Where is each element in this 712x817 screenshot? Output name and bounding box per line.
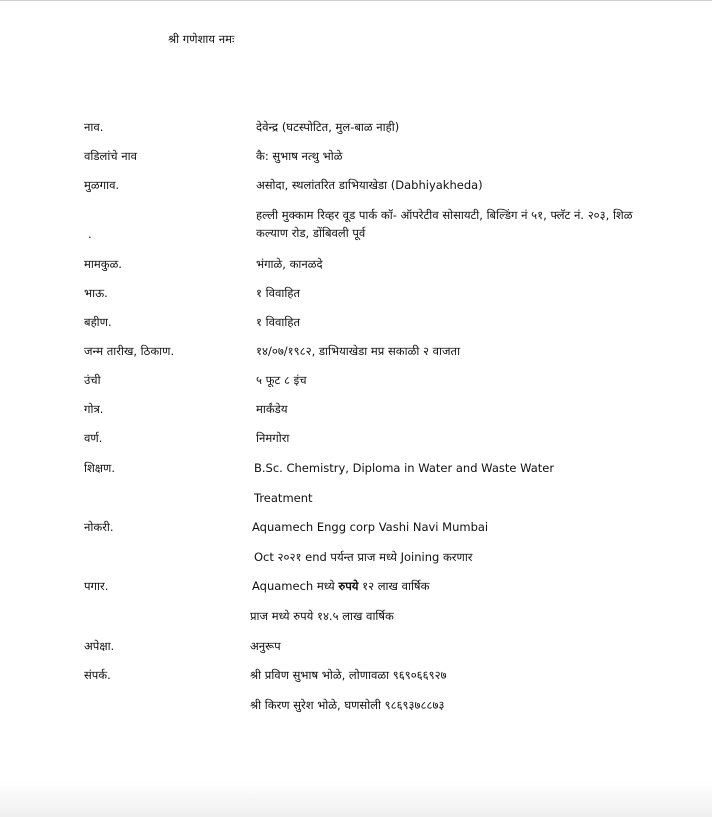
- document-header: श्री गणेशाय नमः: [168, 32, 235, 46]
- value-contact-line1: श्री प्रविण सुभाष भोळे, लोणावळा ९६९०६६९२७: [250, 668, 447, 682]
- value-height: ५ फूट ८ इंच: [256, 373, 307, 387]
- label-expectation: अपेक्षा.: [84, 639, 115, 653]
- value-mamkul: भंगाळे, कानळदे: [256, 257, 323, 271]
- salary-line1-prefix: Aquamech मध्ये: [252, 579, 339, 593]
- value-education-line1: B.Sc. Chemistry, Diploma in Water and Waste Water: [254, 461, 555, 475]
- value-native-place: असोदा, स्थलांतरित डाभियाखेडा (Dabhiyakheda): [256, 178, 483, 192]
- label-job: नोकरी.: [84, 520, 114, 534]
- label-sister: बहीण.: [84, 315, 112, 329]
- label-native-place: मुळगाव.: [84, 178, 120, 192]
- label-father: वडिलांचे नाव: [84, 149, 138, 163]
- value-name: देवेन्द्र (घटस्पोटित, मुल-बाळ नाही): [256, 120, 400, 134]
- value-job-line2: Oct २०२१ end पर्यन्त प्राज मध्ये Joining करणार: [254, 550, 473, 564]
- value-gotra: मार्कंडेय: [256, 402, 288, 416]
- salary-line1-bold: रुपये: [338, 579, 359, 593]
- value-contact-line2: श्री किरण सुरेश भोळे, घणसोली ९८६९३७८८७३: [250, 698, 445, 712]
- label-birth: जन्म तारीख, ठिकाण.: [84, 344, 175, 358]
- label-complexion: वर्ण.: [84, 431, 103, 445]
- label-name: नाव.: [84, 120, 104, 134]
- label-salary: पगार.: [84, 579, 109, 593]
- value-salary-line1: [252, 577, 429, 595]
- page-bottom-shadow: [0, 781, 712, 817]
- label-mamkul: मामकुळ.: [84, 257, 122, 271]
- value-education-line2: Treatment: [254, 491, 313, 505]
- value-father: कै: सुभाष नत्थु भोळे: [256, 149, 343, 163]
- value-complexion: निमगोरा: [256, 431, 290, 445]
- label-education: शिक्षण.: [84, 461, 116, 475]
- label-contact: संपर्क.: [84, 668, 111, 682]
- value-residence: हल्ली मुक्काम रिव्हर वूड पार्क कॉ- ऑपरेटीव सोसायटी, बिल्डिंग नं ५१, फ्लॅट नं. २०३, शिळ कल्याण रोड, डोंबिवली पूर्व: [256, 208, 633, 240]
- value-sister: १ विवाहित: [256, 315, 301, 329]
- label-residence: .: [88, 227, 92, 241]
- value-job-line1: Aquamech Engg corp Vashi Navi Mumbai: [252, 520, 489, 534]
- salary-line1-suffix: १२ लाख वार्षिक: [358, 579, 430, 593]
- value-expectation: अनुरूप: [250, 639, 281, 653]
- value-salary-line2: प्राज मध्ये रुपये १४.५ लाख वार्षिक: [250, 609, 394, 623]
- label-gotra: गोत्र.: [84, 402, 104, 416]
- value-brother: १ विवाहित: [256, 286, 301, 300]
- label-height: उंची: [84, 373, 101, 387]
- value-birth: १४/०७/१९८२, डाभियाखेडा मप्र सकाळी २ वाजता: [256, 344, 461, 358]
- label-brother: भाऊ.: [84, 286, 108, 300]
